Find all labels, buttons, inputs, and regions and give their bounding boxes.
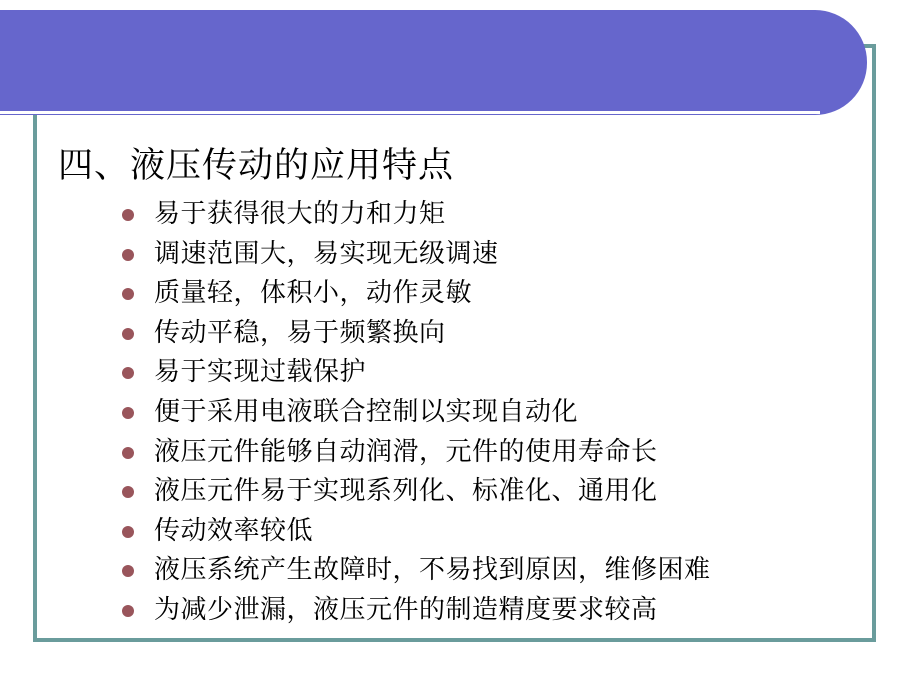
bullet-text: 易于获得很大的力和力矩: [154, 199, 446, 229]
bullet-dot-icon: [122, 605, 134, 617]
bullet-text: 质量轻，体积小，动作灵敏: [154, 278, 473, 309]
bullet-dot-icon: [122, 209, 134, 221]
bullet-dot-icon: [122, 526, 134, 538]
bullet-text: 易于实现过载保护: [154, 357, 367, 388]
bullet-text: 便于采用电液联合控制以实现自动化: [154, 396, 579, 427]
bullet-dot-icon: [122, 328, 134, 340]
bullet-text: 液压系统产生故障时，不易找到原因，维修困难: [154, 555, 711, 586]
bullet-text: 传动平稳，易于频繁换向: [154, 317, 446, 348]
bullet-text: 调速范围大，易实现无级调速: [154, 238, 499, 269]
bullet-text: 液压元件能够自动润滑，元件的使用寿命长: [154, 436, 658, 467]
bullet-dot-icon: [122, 447, 134, 459]
bullet-text: 液压元件易于实现系列化、标准化、通用化: [154, 476, 658, 507]
bullet-dot-icon: [122, 249, 134, 261]
header-band: [0, 10, 867, 115]
bullet-text: 为减少泄漏，液压元件的制造精度要求较高: [154, 594, 658, 625]
bullet-text: 传动效率较低: [154, 515, 314, 546]
bullet-dot-icon: [122, 407, 134, 419]
slide-title: 四、液压传动的应用特点: [58, 146, 455, 186]
header-rule: [0, 111, 820, 114]
